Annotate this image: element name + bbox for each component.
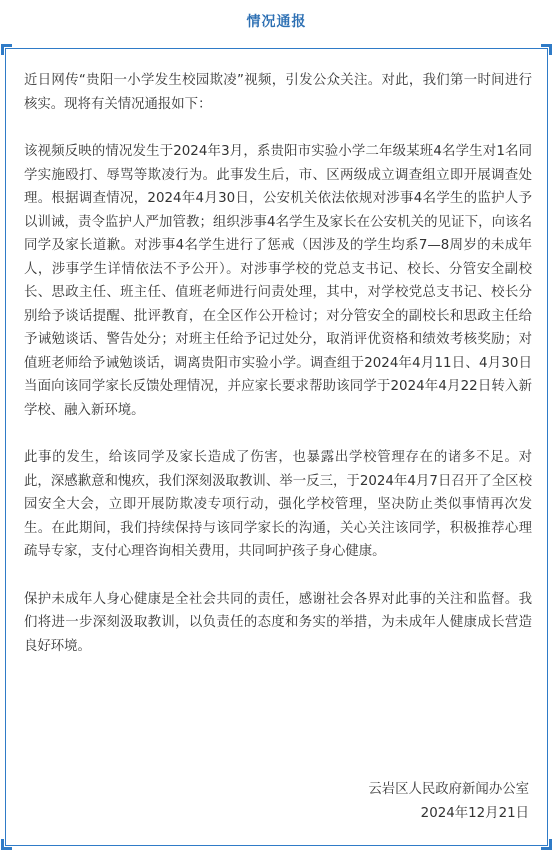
frame-corner-bottom-left [1,839,12,850]
frame-corner-top-right [541,44,552,55]
paragraph-intro: 近日网传“贵阳一小学发生校园欺凌”视频，引发公众关注。对此，我们第一时间进行核实。现将有关情况通报如下： [24,73,532,112]
frame-corner-bottom-right [541,839,552,850]
issuer-name: 云岩区人民政府新闻办公室 [368,782,529,797]
notice-body [24,69,532,682]
signature-block [368,778,529,826]
paragraph-closing: 保护未成年人身心健康是全社会共同的责任，感谢社会各界对此事的关注和监督。我们将进一步深刻汲取教训，以负责任的态度和务实的举措，为未成年人健康成长营造良好环境。 [24,591,532,654]
frame-corner-top-left [1,44,12,55]
notice-frame [5,48,548,846]
paragraph-investigation: 该视频反映的情况发生于2024年3月，系贵阳市实验小学二年级某班4名学生对1名同学实施殴打、辱骂等欺凌行为。此事发生后，市、区两级成立调查组立即开展调查处理。根据调查情况，2024年4月30日，公安机关依法依规对涉事4名学生的监护人予以训诫，责令监护人严加管教；组织涉事4名学生及家长在公安机关的见证下，向该名同学及家长道歉。对涉事4名学生进行了惩戒（因涉及的学生均系7—8周岁的未成年人，涉事学生详情依法不予公开）。对涉事学校的党总支书记、校长、分管安全副校长、思政主任、班主任、值班老师进行问责处理，其中，对学校党总支书记、校长分别给予谈话提醒、批评教育，在全区作公开检讨；对分管安全的副校长和思政主任给予诫勉谈话、警告处分；对班主任给予记过处分，取消评优资格和绩效考核奖励；对值班老师给予诫勉谈话，调离贵阳市实验小学。调查组于2024年4月11日、4月30日当面向该同学家长反馈处理情况，并应家长要求帮助该同学于2024年4月22日转入新学校、融入新环境。 [24,144,532,418]
issue-date: 2024年12月21日 [420,806,529,821]
page-title: 情况通报 [246,14,307,30]
paragraph-apology: 此事的发生，给该同学及家长造成了伤害，也暴露出学校管理存在的诸多不足。对此，深感歉意和愧疚，我们深刻汲取教训、举一反三，于2024年4月7日召开了全区校园安全大会，立即开展防欺凌专项行动，强化学校管理，坚决防止类似事情再次发生。在此期间，我们持续保持与该同学家长的沟通，关心关注该同学，积极推荐心理疏导专家，支付心理咨询相关费用，共同呵护孩子身心健康。 [24,450,532,559]
